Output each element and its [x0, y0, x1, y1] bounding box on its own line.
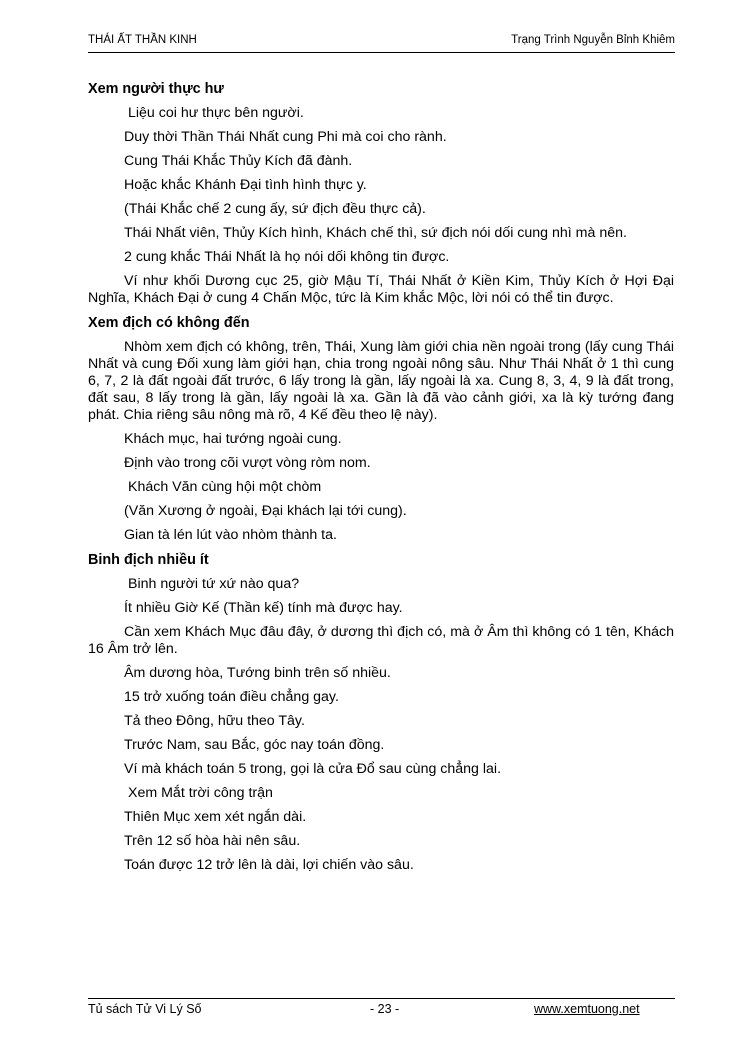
website-link[interactable]: www.xemtuong.net [534, 1002, 640, 1016]
paragraph: (Thái Khắc chế 2 cung ấy, sứ địch đều thực cả). [124, 201, 426, 217]
footer-library: Tủ sách Tử Vi Lý Số [88, 1002, 202, 1016]
header-author: Trạng Trình Nguyễn Bỉnh Khiêm [511, 34, 675, 46]
header-divider [88, 52, 675, 53]
paragraph: Định vào trong cõi vượt vòng ròm nom. [124, 455, 371, 471]
page-header [88, 34, 675, 48]
footer-divider [88, 998, 675, 999]
paragraph: Cung Thái Khắc Thủy Kích đã đành. [124, 153, 353, 169]
section-heading: Xem người thực hư [88, 81, 224, 97]
section-heading: Binh địch nhiều ít [88, 552, 209, 568]
paragraph: Khách mục, hai tướng ngoài cung. [124, 431, 342, 447]
paragraph: Hoặc khắc Khánh Đại tình hình thực y. [124, 177, 367, 193]
paragraph: Ít nhiều Giờ Kế (Thần kế) tính mà được hay. [124, 600, 403, 616]
paragraph: Thái Nhất viên, Thủy Kích hình, Khách chế thì, sứ địch nói dối cung nhì mà nên. [124, 225, 627, 241]
paragraph: Gian tà lén lút vào nhòm thành ta. [124, 527, 337, 543]
page-body [88, 80, 674, 881]
paragraph: Khách Văn cùng hội một chòm [128, 479, 322, 495]
page-footer [88, 1002, 675, 1018]
paragraph: Âm dương hòa, Tướng binh trên số nhiều. [124, 665, 391, 681]
paragraph: Cần xem Khách Mục đâu đây, ở dương thì địch có, mà ở Âm thì không có 1 tên, Khách 16 Âm trở lên. [88, 624, 674, 657]
paragraph: Binh người tứ xứ nào qua? [128, 576, 300, 592]
paragraph: Duy thời Thần Thái Nhất cung Phi mà coi cho rành. [124, 129, 447, 145]
paragraph: Trên 12 số hòa hài nên sâu. [124, 833, 301, 849]
paragraph: Ví mà khách toán 5 trong, gọi là cửa Đổ sau cùng chẳng lai. [124, 761, 502, 777]
paragraph: (Văn Xương ở ngoài, Đại khách lại tới cung). [124, 503, 407, 519]
header-book-title: THÁI ẤT THẦN KINH [88, 34, 197, 46]
section-heading: Xem địch có không đến [88, 315, 250, 331]
paragraph: Xem Mắt trời công trận [128, 785, 273, 801]
paragraph: Toán được 12 trở lên là dài, lợi chiến vào sâu. [124, 857, 414, 873]
paragraph: Trước Nam, sau Bắc, góc nay toán đồng. [124, 737, 385, 753]
paragraph: Nhòm xem địch có không, trên, Thái, Xung làm giới chia nền ngoài trong (lấy cung Thái Nhất và cung Đối xung làm giới hạn, chia trong ngoài nông sâu. Như Thái Nhất ở 1 thì cung 6, 7, 2 là đất ngoài đất trước, 6 lấy trong là gần, lấy ngoài là xa. Cung 8, 3, 4, 9 là đất trong, đất sau, 8 lấy trong là gần, lấy ngoài là xa. Gần là đã vào cảnh giới, xa là kỳ tướng đang phát. Chia riêng sâu nông mà rõ, 4 Kế đều theo lệ này). [88, 339, 674, 423]
paragraph: Ví như khối Dương cục 25, giờ Mậu Tí, Thái Nhất ở Kiền Kim, Thủy Kích ở Hợi Đại Nghĩa, Khách Đại ở cung 4 Chấn Mộc, tức là Kim khắc Mộc, lời nói có thể tin được. [88, 273, 674, 306]
paragraph: Tả theo Đông, hữu theo Tây. [124, 713, 305, 729]
paragraph: Thiên Mục xem xét ngắn dài. [124, 809, 307, 825]
paragraph: 2 cung khắc Thái Nhất là họ nói dối không tin được. [124, 249, 450, 265]
paragraph: Liệu coi hư thực bên người. [128, 105, 304, 121]
page-number: - 23 - [370, 1002, 400, 1016]
paragraph: 15 trở xuống toán điều chẳng gay. [124, 689, 339, 705]
